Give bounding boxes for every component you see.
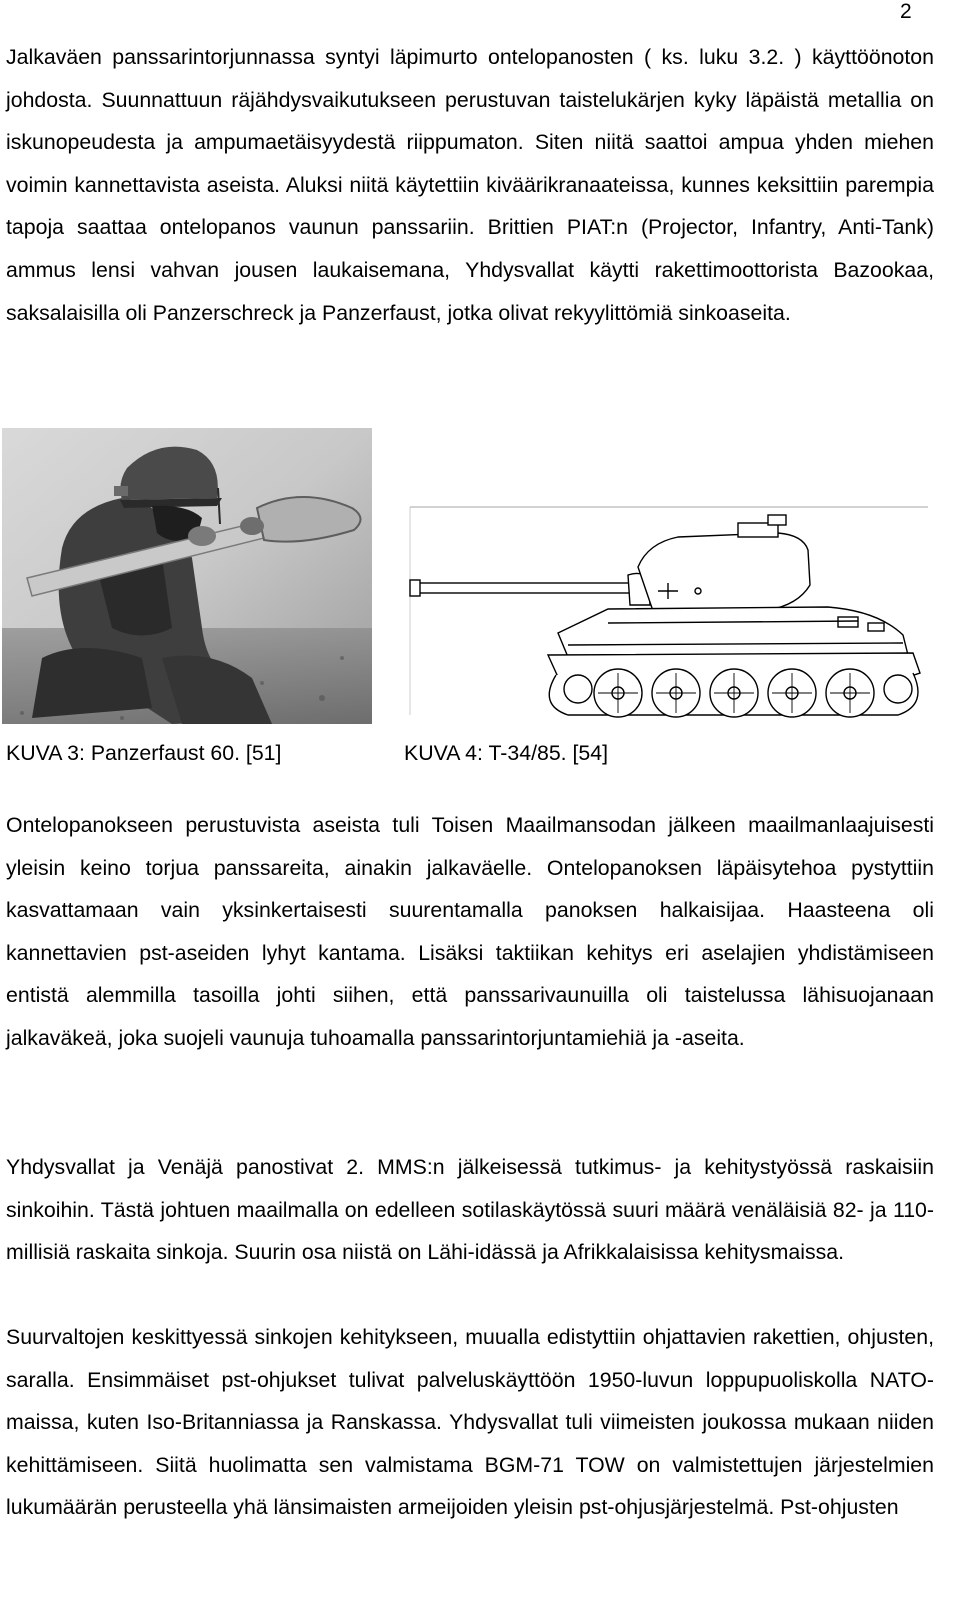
paragraph-heavy-launchers: Yhdysvallat ja Venäjä panostivat 2. MMS:n jälkeisessä tutkimus- ja kehitystyössä raskaisiin sinkoihin. Tästä johtuen maailmalla on edelleen sotilaskäytössä suuri määrä venäläisiä 82- ja 110-millisiä raskaita sinkoja. Suurin osa niistä on Lähi-idässä ja Afrikkalaisissa kehitysmaissa. <box>6 1155 934 1265</box>
paragraph-postwar: Ontelopanokseen perustuvista aseista tuli Toisen Maailmansodan jälkeen maailmanlaajuisesti yleisin keino torjua panssareita, ainakin jalkaväelle. Ontelopanoksen läpäisytehoa pystyttiin kasvattamaan vain yksinkertaisesti suurentamalla panoksen halkaisijaa. Haasteena oli kannettavien pst-aseiden lyhyt kantama. Lisäksi taktiikan kehitys eri aselajien yhdistämiseen entistä alemmilla tasoilla johti siihen, että panssarivaunuilla oli taistelussa lähisuojanaan jalkaväkeä, joka suojeli vaunuja tuhoamalla panssarintorjuntamiehiä ja -aseita. <box>6 813 934 1050</box>
figure-3-caption: KUVA 3: Panzerfaust 60. [51] <box>6 741 282 765</box>
paragraph-intro: Jalkaväen panssarintorjunnassa syntyi läpimurto ontelopanosten ( ks. luku 3.2. ) käyttöönoton johdosta. Suunnattuun räjähdysvaikutukseen perustuvan taistelukärjen kyky läpäistä metallia on iskunopeudesta ja ampumaetäisyydestä riippumaton. Siten niitä saattoi ampua yhden miehen voimin kannettavista aseista. Aluksi niitä käytettiin kiväärikranaateissa, kunnes keksittiin parempia tapoja saattaa ontelopanos vaunun panssariin. Brittien PIAT:n (Projector, Infantry, Anti-Tank) ammus lensi vahvan jousen laukaisemana, Yhdysvallat käytti rakettimoottorista Bazookaa, saksalaisilla oli Panzerschreck ja Panzerfaust, jotka olivat rekyylittömiä sinkoaseita. <box>6 45 934 325</box>
page-number: 2 <box>900 0 912 23</box>
figure-t34-drawing <box>408 505 933 725</box>
paragraph-missiles: Suurvaltojen keskittyessä sinkojen kehitykseen, muualla edistyttiin ohjattavien rakettien, ohjusten, saralla. Ensimmäiset pst-ohjukset tulivat palveluskäyttöön 1950-luvun loppupuoliskolla NATO-maissa, kuten Iso-Britanniassa ja Ranskassa. Yhdysvallat tuli viimeisten joukossa mukaan niiden kehittämiseen. Siitä huolimatta sen valmistama BGM-71 TOW on valmistettujen järjestelmien lukumäärän perusteella yhä länsimaisten armeijoiden yleisin pst-ohjusjärjestelmä. Pst-ohjusten <box>6 1325 934 1520</box>
figure-4-caption: KUVA 4: T-34/85. [54] <box>404 741 609 765</box>
figure-panzerfaust-photo <box>2 428 372 724</box>
